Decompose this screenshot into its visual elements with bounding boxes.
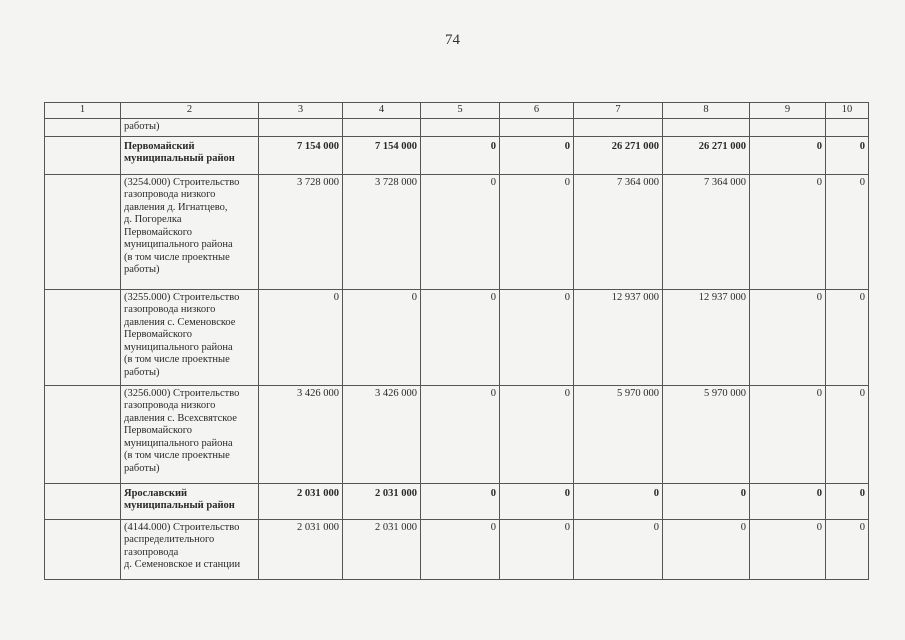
amount-cell-col5: 0: [421, 136, 500, 174]
header-cell: 7: [574, 103, 663, 119]
amount-cell-col3: 2 031 000: [259, 519, 343, 579]
amount-cell-col9: 0: [750, 136, 826, 174]
amount-cell-col7: 0: [574, 483, 663, 519]
amount-cell-col4: 2 031 000: [343, 483, 421, 519]
item-description-cell: (3256.000) Строительство газопровода низкого давления с. Всехсвятское Первомайского муниципального района (в том числе проектные работы): [121, 385, 259, 483]
row-index-cell: [45, 289, 121, 385]
table-row: [45, 119, 869, 137]
header-cell: 5: [421, 103, 500, 119]
amount-cell-col10: 0: [826, 136, 869, 174]
budget-table: [44, 102, 869, 580]
amount-cell-col8: 26 271 000: [663, 136, 750, 174]
amount-cell-col7: [574, 119, 663, 137]
item-description-cell: (3254.000) Строительство газопровода низкого давления д. Игнатцево, д. Погорелка Первомайского муниципального района (в том числе проектные работы): [121, 174, 259, 289]
amount-cell-col10: 0: [826, 174, 869, 289]
table-row-district-total: [45, 136, 869, 174]
amount-cell-col4: 3 426 000: [343, 385, 421, 483]
amount-cell-col3: 2 031 000: [259, 483, 343, 519]
header-cell: 4: [343, 103, 421, 119]
amount-cell-col5: 0: [421, 289, 500, 385]
amount-cell-col8: 12 937 000: [663, 289, 750, 385]
amount-cell-col5: 0: [421, 519, 500, 579]
table-row: [45, 289, 869, 385]
header-row: [45, 103, 869, 119]
amount-cell-col10: [826, 119, 869, 137]
amount-cell-col4: 3 728 000: [343, 174, 421, 289]
amount-cell-col6: 0: [500, 519, 574, 579]
amount-cell-col10: 0: [826, 385, 869, 483]
header-cell: 9: [750, 103, 826, 119]
item-description-cell: Ярославский муниципальный район: [121, 483, 259, 519]
item-description-cell: работы): [121, 119, 259, 137]
row-index-cell: [45, 519, 121, 579]
row-index-cell: [45, 119, 121, 137]
table-row: [45, 385, 869, 483]
amount-cell-col6: [500, 119, 574, 137]
header-cell: 2: [121, 103, 259, 119]
header-cell: 1: [45, 103, 121, 119]
amount-cell-col7: 5 970 000: [574, 385, 663, 483]
row-index-cell: [45, 385, 121, 483]
amount-cell-col9: 0: [750, 519, 826, 579]
amount-cell-col5: 0: [421, 174, 500, 289]
amount-cell-col5: 0: [421, 385, 500, 483]
amount-cell-col8: 0: [663, 483, 750, 519]
item-description-cell: (3255.000) Строительство газопровода низкого давления с. Семеновское Первомайского муниципального района (в том числе проектные работы): [121, 289, 259, 385]
amount-cell-col8: 5 970 000: [663, 385, 750, 483]
amount-cell-col8: 0: [663, 519, 750, 579]
table-row: [45, 519, 869, 579]
table-row-district-total: [45, 483, 869, 519]
header-cell: 3: [259, 103, 343, 119]
amount-cell-col6: 0: [500, 174, 574, 289]
table-body: [45, 103, 869, 580]
row-index-cell: [45, 483, 121, 519]
row-index-cell: [45, 136, 121, 174]
header-cell: 6: [500, 103, 574, 119]
amount-cell-col7: 12 937 000: [574, 289, 663, 385]
item-description-cell: Первомайский муниципальный район: [121, 136, 259, 174]
amount-cell-col9: [750, 119, 826, 137]
row-index-cell: [45, 174, 121, 289]
amount-cell-col8: [663, 119, 750, 137]
page-number: 74: [445, 32, 460, 48]
amount-cell-col6: 0: [500, 483, 574, 519]
amount-cell-col10: 0: [826, 483, 869, 519]
header-cell: 10: [826, 103, 869, 119]
amount-cell-col7: 7 364 000: [574, 174, 663, 289]
amount-cell-col5: 0: [421, 483, 500, 519]
amount-cell-col9: 0: [750, 289, 826, 385]
amount-cell-col6: 0: [500, 136, 574, 174]
item-description-cell: (4144.000) Строительство распределительного газопровода д. Семеновское и станции: [121, 519, 259, 579]
amount-cell-col3: 7 154 000: [259, 136, 343, 174]
amount-cell-col6: 0: [500, 289, 574, 385]
amount-cell-col9: 0: [750, 483, 826, 519]
amount-cell-col3: [259, 119, 343, 137]
amount-cell-col10: 0: [826, 519, 869, 579]
amount-cell-col3: 3 426 000: [259, 385, 343, 483]
table-row: [45, 174, 869, 289]
amount-cell-col6: 0: [500, 385, 574, 483]
amount-cell-col7: 26 271 000: [574, 136, 663, 174]
amount-cell-col4: 2 031 000: [343, 519, 421, 579]
amount-cell-col4: [343, 119, 421, 137]
amount-cell-col4: 7 154 000: [343, 136, 421, 174]
amount-cell-col3: 0: [259, 289, 343, 385]
amount-cell-col5: [421, 119, 500, 137]
amount-cell-col9: 0: [750, 174, 826, 289]
amount-cell-col4: 0: [343, 289, 421, 385]
amount-cell-col8: 7 364 000: [663, 174, 750, 289]
header-cell: 8: [663, 103, 750, 119]
amount-cell-col10: 0: [826, 289, 869, 385]
amount-cell-col7: 0: [574, 519, 663, 579]
amount-cell-col3: 3 728 000: [259, 174, 343, 289]
amount-cell-col9: 0: [750, 385, 826, 483]
